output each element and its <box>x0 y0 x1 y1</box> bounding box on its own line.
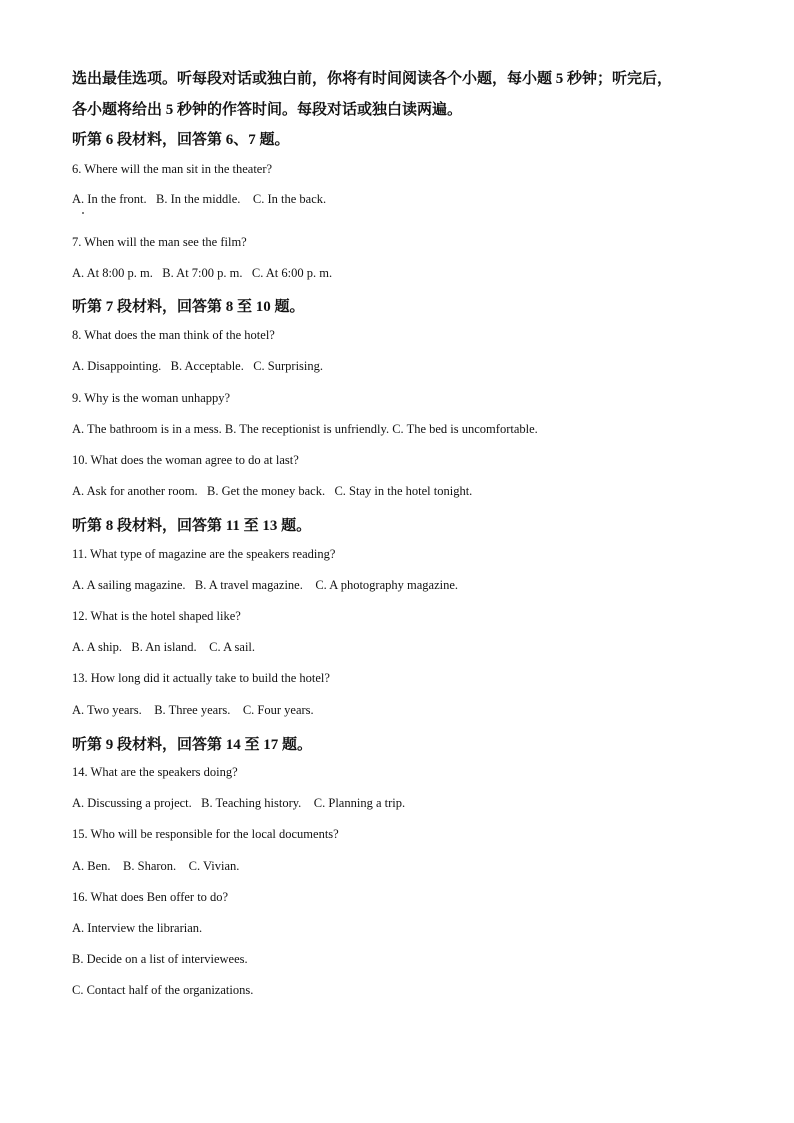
scan-speck <box>82 212 84 214</box>
question-16-option-a: A. Interview the librarian. <box>72 921 203 935</box>
question-7: 7. When will the man see the film? <box>72 235 247 249</box>
question-13-options: A. Two years. B. Three years. C. Four years. <box>72 703 314 717</box>
section-9-heading: 听第 9 段材料，回答第 14 至 17 题。 <box>72 737 313 753</box>
instructions <box>72 64 732 126</box>
question-12: 12. What is the hotel shaped like? <box>72 609 241 623</box>
question-10-options: A. Ask for another room. B. Get the money back. C. Stay in the hotel tonight. <box>72 484 473 498</box>
question-13: 13. How long did it actually take to build the hotel? <box>72 671 330 685</box>
question-16: 16. What does Ben offer to do? <box>72 890 229 904</box>
question-15-options: A. Ben. B. Sharon. C. Vivian. <box>72 859 240 873</box>
question-11: 11. What type of magazine are the speakers reading? <box>72 547 336 561</box>
question-6-options: A. In the front. B. In the middle. C. In the back. <box>72 192 327 206</box>
section-6-heading: 听第 6 段材料，回答第 6、7 题。 <box>72 132 290 148</box>
question-14: 14. What are the speakers doing? <box>72 765 238 779</box>
question-11-options: A. A sailing magazine. B. A travel magazine. C. A photography magazine. <box>72 578 459 592</box>
question-7-options: A. At 8:00 p. m. B. At 7:00 p. m. C. At 6:00 p. m. <box>72 266 333 280</box>
question-9: 9. Why is the woman unhappy? <box>72 391 231 405</box>
question-8-options: A. Disappointing. B. Acceptable. C. Surprising. <box>72 359 324 373</box>
question-16-option-c: C. Contact half of the organizations. <box>72 983 254 997</box>
question-16-option-b: B. Decide on a list of interviewees. <box>72 952 248 966</box>
question-15: 15. Who will be responsible for the local documents? <box>72 827 339 841</box>
section-8-heading: 听第 8 段材料，回答第 11 至 13 题。 <box>72 518 312 534</box>
question-9-options: A. The bathroom is in a mess. B. The receptionist is unfriendly. C. The bed is uncomfortable. <box>72 422 538 436</box>
question-12-options: A. A ship. B. An island. C. A sail. <box>72 640 256 654</box>
section-7-heading: 听第 7 段材料，回答第 8 至 10 题。 <box>72 299 305 315</box>
question-6: 6. Where will the man sit in the theater? <box>72 162 273 176</box>
question-14-options: A. Discussing a project. B. Teaching history. C. Planning a trip. <box>72 796 406 810</box>
instructions-line-1: 选出最佳选项。听每段对话或独白前，你将有时间阅读各个小题，每小题 5 秒钟；听完后， <box>72 71 673 87</box>
question-8: 8. What does the man think of the hotel? <box>72 328 275 342</box>
instructions-line-2: 各小题将给出 5 秒钟的作答时间。每段对话或独白读两遍。 <box>72 102 463 118</box>
question-10: 10. What does the woman agree to do at last? <box>72 453 299 467</box>
